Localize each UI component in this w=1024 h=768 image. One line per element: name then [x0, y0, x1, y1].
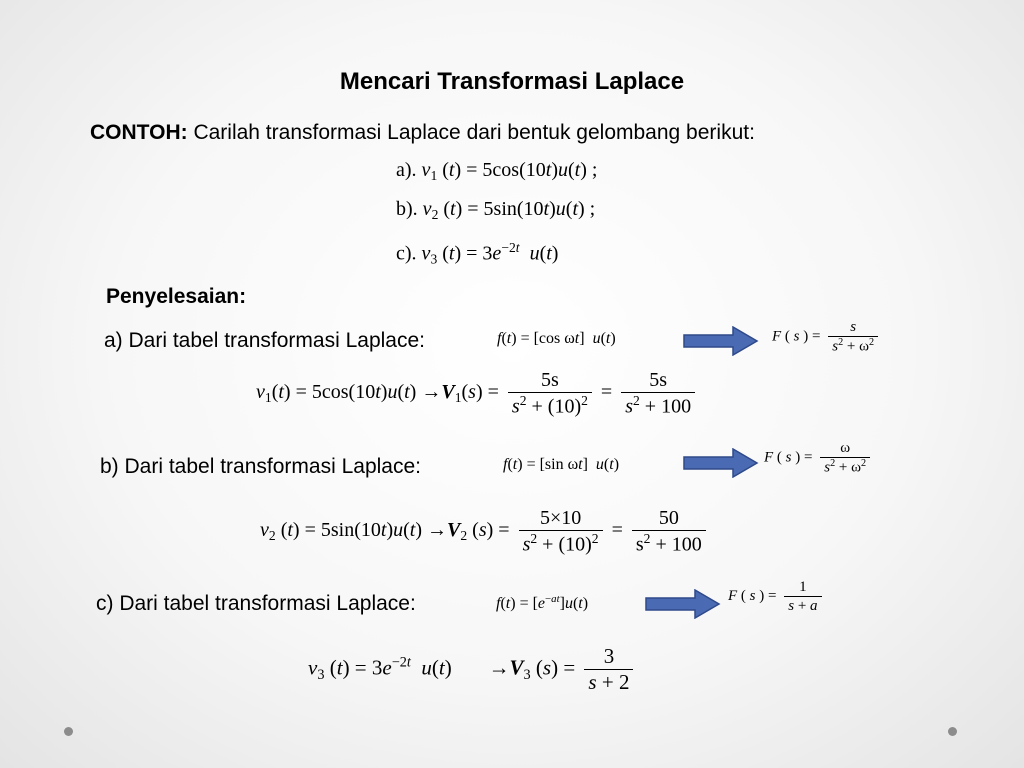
laplace-pair-a: F ( s ) = $\frac{s}{s^2 + \omega^2}$ — [772, 318, 882, 356]
problem-a-label: a). — [396, 159, 417, 181]
slide-title: Mencari Transformasi Laplace — [339, 68, 685, 95]
problem-c: c). $v_3$ $(t) = 3e^{-2t}$ u(t) — [396, 240, 559, 267]
table-entry-c: $f(t) = [e^{-at}]u(t)$ — [496, 593, 589, 612]
arrow-a-icon — [683, 326, 759, 356]
part-b-text: b) Dari tabel transformasi Laplace: — [100, 455, 421, 478]
example-label: CONTOH: — [90, 121, 188, 144]
problem-c-label: c). — [396, 242, 417, 265]
part-a-text: a) Dari tabel transformasi Laplace: — [104, 329, 425, 352]
solution-label: Penyelesaian: — [106, 285, 247, 308]
result-c: $v_3$ $(t) = 3e^{-2t}$ u(t) $\to V_3$ (s) = $\frac{3}{s + 2}$ — [308, 644, 637, 695]
result-b: $v_2$ $(t) = 5\sin(10t)u(t) \to V_2$ (s) = $\frac{5\times 10}{s^2 + (10)^2}$ = $\frac{50}{s^2 + 100}$ — [260, 506, 710, 556]
problem-a: a). $v_1$ (t) = 5cos(10t)u(t) ; — [396, 159, 598, 184]
laplace-pair-b: F ( s ) = $\frac{\omega}{s^2 + \omega^2}$ — [764, 439, 874, 477]
corner-dot-right — [948, 727, 957, 736]
problem-b-label: b). — [396, 198, 418, 220]
arrow-b-icon — [683, 448, 759, 478]
example-line — [90, 121, 755, 145]
laplace-pair-c: F ( s ) = $\frac{1}{s + a}$ — [728, 578, 826, 615]
result-a: $v_1(t) = 5\cos(10t)u(t) \to V_1(s)$ = $\frac{5s}{s^2 + (10)^2}$ = $\frac{5s}{s^2 + 100}$ — [256, 368, 699, 418]
arrow-c-icon — [645, 589, 721, 619]
part-c-text: c) Dari tabel transformasi Laplace: — [96, 592, 416, 615]
example-text: Carilah transformasi Laplace dari bentuk gelombang berikut: — [187, 121, 755, 144]
problem-b: b). $v_2$ (t) = 5sin(10t)u(t) ; — [396, 198, 596, 223]
table-entry-a: f(t) = [cos ωt] u(t) — [497, 330, 616, 347]
corner-dot-left — [64, 727, 73, 736]
table-entry-b: f(t) = [sin ωt] u(t) — [503, 456, 620, 473]
